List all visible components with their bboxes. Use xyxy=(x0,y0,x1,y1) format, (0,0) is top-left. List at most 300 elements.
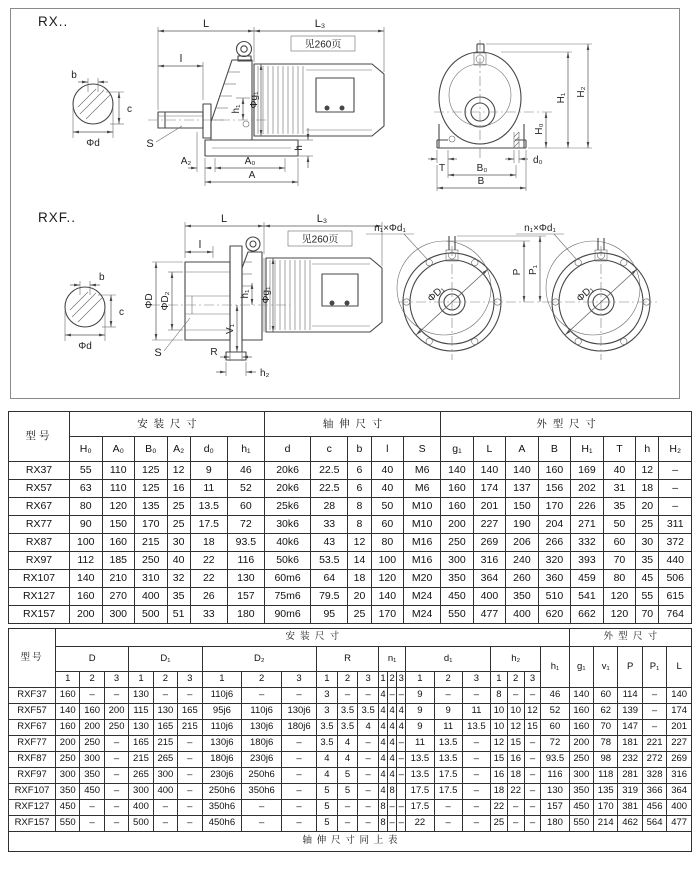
value-cell: 139 xyxy=(618,703,642,719)
value-cell: 112 xyxy=(70,552,103,570)
value-cell: – xyxy=(178,735,202,751)
value-cell: 140 xyxy=(70,570,103,588)
sub-number-header: 2 xyxy=(153,672,177,688)
table-row xyxy=(9,462,692,480)
rxf-dimensions-table xyxy=(8,628,692,852)
rx-dim-T-label: T xyxy=(438,163,446,174)
value-cell: 319 xyxy=(618,783,642,799)
value-cell: 13.5 xyxy=(190,498,227,516)
value-cell: 28 xyxy=(311,498,348,516)
sub-number-header: 3 xyxy=(397,672,406,688)
value-cell: – xyxy=(242,687,282,703)
value-cell: 150 xyxy=(102,516,135,534)
value-cell: 440 xyxy=(659,552,692,570)
value-cell: 18 xyxy=(636,480,659,498)
value-cell: 25k6 xyxy=(264,498,310,516)
rxf-dim-S-label: S xyxy=(154,347,162,359)
rxf-flange-view-1 xyxy=(366,223,548,360)
table-row xyxy=(9,498,692,516)
sub-number-header: 3 xyxy=(358,672,379,688)
sub-number-header: 3 xyxy=(104,672,128,688)
column-header: h₁ xyxy=(227,437,264,462)
sub-number-header: 2 xyxy=(434,672,462,688)
table-row xyxy=(9,815,692,831)
value-cell: 316 xyxy=(473,552,506,570)
value-cell: 25 xyxy=(491,815,508,831)
sub-number-header: 2 xyxy=(388,672,397,688)
value-cell: 40 xyxy=(167,552,190,570)
subgroup-header-R: R xyxy=(317,647,379,672)
value-cell: 215 xyxy=(129,751,153,767)
value-cell: 30k6 xyxy=(264,516,310,534)
value-cell: – xyxy=(358,735,379,751)
column-header-h1: h₁ xyxy=(541,647,569,688)
value-cell: 300 xyxy=(441,552,474,570)
value-cell: M6 xyxy=(404,480,441,498)
value-cell: 110j6 xyxy=(202,719,242,735)
model-cell: RX77 xyxy=(9,516,70,534)
value-cell: 364 xyxy=(667,783,692,799)
value-cell: 120 xyxy=(603,606,636,624)
value-cell: 25 xyxy=(167,498,190,516)
value-cell: – xyxy=(358,751,379,767)
table-row xyxy=(9,783,692,799)
value-cell: – xyxy=(358,783,379,799)
rx-dim-h-label: h xyxy=(294,145,305,151)
value-cell: 147 xyxy=(618,719,642,735)
value-cell: 9 xyxy=(406,687,434,703)
value-cell: 4 xyxy=(337,735,358,751)
value-cell: 135 xyxy=(135,498,168,516)
value-cell: 110 xyxy=(102,480,135,498)
value-cell: 11 xyxy=(462,703,490,719)
value-cell: 18 xyxy=(190,534,227,552)
value-cell: 6 xyxy=(348,462,371,480)
value-cell: 6 xyxy=(348,480,371,498)
value-cell: 130j6 xyxy=(282,703,317,719)
value-cell: 4 xyxy=(317,767,338,783)
value-cell: 5 xyxy=(317,815,338,831)
value-cell: – xyxy=(104,751,128,767)
group-header-outline: 外型尺寸 xyxy=(569,629,691,647)
value-cell: 40 xyxy=(371,480,404,498)
value-cell: 55 xyxy=(636,588,659,606)
value-cell: 170 xyxy=(538,498,571,516)
rxf-drawing xyxy=(38,210,657,379)
rx-dim-A0-label: A₀ xyxy=(244,156,256,167)
value-cell: 620 xyxy=(538,606,571,624)
value-cell xyxy=(397,783,406,799)
value-cell: – xyxy=(104,687,128,703)
column-header: l xyxy=(371,437,404,462)
value-cell: 200 xyxy=(569,735,593,751)
value-cell: 118 xyxy=(594,767,618,783)
value-cell: – xyxy=(242,815,282,831)
column-header: B xyxy=(538,437,571,462)
table-row xyxy=(9,735,692,751)
rx-dim-B-label: B xyxy=(477,176,485,187)
value-cell: 62 xyxy=(594,703,618,719)
value-cell: 266 xyxy=(538,534,571,552)
value-cell: 4 xyxy=(378,719,387,735)
model-cell: RX57 xyxy=(9,480,70,498)
value-cell: 8 xyxy=(491,687,508,703)
sub-number-header: 3 xyxy=(178,672,202,688)
value-cell: 201 xyxy=(667,719,692,735)
value-cell: – xyxy=(659,498,692,516)
value-cell: 25 xyxy=(348,606,371,624)
value-cell: – xyxy=(282,751,317,767)
value-cell: 477 xyxy=(667,815,692,831)
value-cell: 300 xyxy=(129,783,153,799)
value-cell: 9 xyxy=(406,719,434,735)
value-cell: – xyxy=(507,687,524,703)
value-cell: 300 xyxy=(569,767,593,783)
value-cell: 90 xyxy=(70,516,103,534)
value-cell: 93.5 xyxy=(541,751,569,767)
rxf-dim-L-label: L xyxy=(220,213,228,225)
value-cell: 320 xyxy=(538,552,571,570)
value-cell: 25 xyxy=(636,516,659,534)
sub-number-header: 2 xyxy=(337,672,358,688)
value-cell: 45 xyxy=(636,570,659,588)
rxf-side-view xyxy=(144,213,382,379)
value-cell: 160 xyxy=(80,703,104,719)
model-column-header: 型号 xyxy=(9,629,56,688)
value-cell: 31 xyxy=(603,480,636,498)
value-cell: – xyxy=(242,799,282,815)
value-cell: – xyxy=(104,799,128,815)
value-cell: 310 xyxy=(135,570,168,588)
rxf-title: RXF.. xyxy=(38,210,77,225)
value-cell: 11 xyxy=(190,480,227,498)
table-footer-row xyxy=(9,831,692,851)
value-cell: 4 xyxy=(388,767,397,783)
rx-dim-H0-label: H₀ xyxy=(534,123,545,135)
table-row xyxy=(9,534,692,552)
value-cell: 110 xyxy=(102,462,135,480)
value-cell: 20k6 xyxy=(264,480,310,498)
value-cell: 4 xyxy=(378,767,387,783)
rxf-dim-g1-label: Φg₁ xyxy=(261,286,272,304)
value-cell: 4 xyxy=(388,751,397,767)
value-cell: – xyxy=(153,815,177,831)
value-cell: 10 xyxy=(507,703,524,719)
value-cell: 72 xyxy=(227,516,264,534)
value-cell: 360 xyxy=(538,570,571,588)
value-cell: – xyxy=(524,783,541,799)
value-cell: 500 xyxy=(129,815,153,831)
value-cell: 226 xyxy=(571,498,604,516)
value-cell: – xyxy=(642,719,666,735)
value-cell: 160 xyxy=(569,703,593,719)
value-cell: – xyxy=(358,799,379,815)
value-cell: – xyxy=(178,799,202,815)
value-cell: 510 xyxy=(538,588,571,606)
rx-dim-g1-label: Φg₁ xyxy=(249,91,260,109)
value-cell: 22 xyxy=(507,783,524,799)
model-cell: RX127 xyxy=(9,588,70,606)
rx-dim-c-label: c xyxy=(127,104,132,115)
value-cell: – xyxy=(178,687,202,703)
value-cell: 204 xyxy=(538,516,571,534)
value-cell: 450h6 xyxy=(202,815,242,831)
value-cell: 165 xyxy=(153,719,177,735)
value-cell: 53.5 xyxy=(311,552,348,570)
value-cell: – xyxy=(104,815,128,831)
value-cell: 120 xyxy=(371,570,404,588)
value-cell: M10 xyxy=(404,516,441,534)
value-cell: – xyxy=(524,751,541,767)
value-cell: 115 xyxy=(129,703,153,719)
value-cell: 26 xyxy=(190,588,227,606)
value-cell: 70 xyxy=(603,552,636,570)
value-cell: 4 xyxy=(378,783,387,799)
value-cell: 80 xyxy=(70,498,103,516)
value-cell: – xyxy=(462,767,490,783)
value-cell: 130 xyxy=(153,703,177,719)
value-cell: 11 xyxy=(434,719,462,735)
rxf-dim-D-label: ΦD xyxy=(144,293,155,309)
column-header: c xyxy=(311,437,348,462)
value-cell: 15 xyxy=(491,751,508,767)
value-cell: 78 xyxy=(594,735,618,751)
subgroup-header-D1: D₁ xyxy=(129,647,202,672)
value-cell: – xyxy=(282,767,317,783)
value-cell: 230j6 xyxy=(202,767,242,783)
rx-dim-H2-label: H₂ xyxy=(576,86,587,98)
rxf-see-page-note: 见260页 xyxy=(301,234,339,246)
value-cell: 33 xyxy=(311,516,348,534)
value-cell: 100 xyxy=(70,534,103,552)
value-cell: 506 xyxy=(659,570,692,588)
value-cell: 63 xyxy=(70,480,103,498)
value-cell: 22 xyxy=(406,815,434,831)
value-cell: 12 xyxy=(348,534,371,552)
value-cell: 75m6 xyxy=(264,588,310,606)
value-cell: – xyxy=(397,735,406,751)
value-cell: 20k6 xyxy=(264,462,310,480)
value-cell: 18 xyxy=(348,570,371,588)
value-cell: 30 xyxy=(167,534,190,552)
value-cell: 55 xyxy=(70,462,103,480)
rx-dim-B0-label: B₀ xyxy=(476,163,488,174)
value-cell: 180j6 xyxy=(202,751,242,767)
value-cell: – xyxy=(462,687,490,703)
value-cell: 350h6 xyxy=(202,799,242,815)
shaft-note: 轴伸尺寸同上表 xyxy=(9,831,692,851)
rx-table-body xyxy=(9,462,692,624)
rxf-bolt-circle-label: n₁×Φd₁ xyxy=(374,223,406,234)
value-cell: – xyxy=(397,799,406,815)
model-cell: RXF107 xyxy=(9,783,56,799)
rx-dim-A-label: A xyxy=(248,170,256,181)
value-cell: 265 xyxy=(129,767,153,783)
value-cell: 170 xyxy=(135,516,168,534)
value-cell: 215 xyxy=(153,735,177,751)
value-cell: 165 xyxy=(178,703,202,719)
value-cell: – xyxy=(524,767,541,783)
value-cell: 4 xyxy=(397,719,406,735)
value-cell: 5 xyxy=(337,767,358,783)
value-cell: 200 xyxy=(70,606,103,624)
model-cell: RXF87 xyxy=(9,751,56,767)
value-cell: 22 xyxy=(190,552,227,570)
rx-dim-d0-label: d₀ xyxy=(533,155,543,166)
value-cell: 40 xyxy=(603,462,636,480)
value-cell: 269 xyxy=(473,534,506,552)
value-cell: M20 xyxy=(404,570,441,588)
column-header-P1: P₁ xyxy=(642,647,666,688)
value-cell: 95 xyxy=(311,606,348,624)
value-cell: 160 xyxy=(70,588,103,606)
subgroup-header-n1: n₁ xyxy=(378,647,405,672)
value-cell: 160 xyxy=(441,498,474,516)
value-cell: 35 xyxy=(167,588,190,606)
rxf-dim-D1-label: ΦD₁ xyxy=(425,283,447,305)
table-row xyxy=(9,703,692,719)
model-cell: RX107 xyxy=(9,570,70,588)
rxf-dim-D2-label: ΦD₂ xyxy=(160,291,171,311)
value-cell: – xyxy=(659,480,692,498)
sub-number-header: 1 xyxy=(406,672,434,688)
value-cell: 12 xyxy=(507,719,524,735)
value-cell: 60 xyxy=(603,534,636,552)
value-cell: 180j6 xyxy=(242,735,282,751)
value-cell: – xyxy=(642,703,666,719)
value-cell: – xyxy=(524,799,541,815)
value-cell: 169 xyxy=(571,462,604,480)
value-cell: 100 xyxy=(371,552,404,570)
table-row xyxy=(9,606,692,624)
table-row xyxy=(9,552,692,570)
value-cell: 11 xyxy=(406,735,434,751)
rx-dim-L-label: L xyxy=(202,18,210,30)
table-row xyxy=(9,751,692,767)
value-cell: 500 xyxy=(135,606,168,624)
value-cell: 227 xyxy=(473,516,506,534)
value-cell: 51 xyxy=(167,606,190,624)
rx-dim-l-label: l xyxy=(179,53,183,65)
value-cell: 79.5 xyxy=(311,588,348,606)
rx-drawing xyxy=(38,14,592,191)
value-cell: 125 xyxy=(135,480,168,498)
value-cell: 541 xyxy=(571,588,604,606)
value-cell: 130 xyxy=(129,687,153,703)
column-header: A₂ xyxy=(167,437,190,462)
value-cell: 114 xyxy=(618,687,642,703)
value-cell: 10 xyxy=(491,703,508,719)
value-cell: 3.5 xyxy=(337,703,358,719)
value-cell: 125 xyxy=(135,462,168,480)
value-cell: 170 xyxy=(594,799,618,815)
value-cell: 140 xyxy=(667,687,692,703)
column-header: L xyxy=(473,437,506,462)
value-cell: 311 xyxy=(659,516,692,534)
value-cell: 25 xyxy=(167,516,190,534)
value-cell: 70 xyxy=(594,719,618,735)
value-cell: – xyxy=(434,799,462,815)
value-cell: 12 xyxy=(167,462,190,480)
value-cell: 13.5 xyxy=(406,767,434,783)
value-cell: 22 xyxy=(491,799,508,815)
value-cell: 13.5 xyxy=(462,719,490,735)
value-cell: – xyxy=(397,815,406,831)
value-cell: 15 xyxy=(507,735,524,751)
value-cell: – xyxy=(397,687,406,703)
value-cell: 120 xyxy=(603,588,636,606)
value-cell: 116 xyxy=(541,767,569,783)
value-cell: 462 xyxy=(618,815,642,831)
value-cell: 140 xyxy=(56,703,80,719)
value-cell: 180 xyxy=(541,815,569,831)
value-cell: 381 xyxy=(618,799,642,815)
rxf-dim-h1-label: h₁ xyxy=(240,289,251,299)
value-cell: – xyxy=(397,751,406,767)
value-cell: 265 xyxy=(153,751,177,767)
value-cell: 8 xyxy=(388,783,397,799)
value-cell: 20 xyxy=(636,498,659,516)
sub-number-header: 1 xyxy=(378,672,387,688)
value-cell: – xyxy=(434,687,462,703)
value-cell: 4 xyxy=(378,735,387,751)
value-cell: 50k6 xyxy=(264,552,310,570)
rx-dim-S-label: S xyxy=(146,138,154,150)
value-cell: 250h6 xyxy=(202,783,242,799)
value-cell: 4 xyxy=(317,751,338,767)
value-cell: 116 xyxy=(227,552,264,570)
technical-drawings xyxy=(0,0,700,406)
table-row xyxy=(9,799,692,815)
value-cell: 270 xyxy=(102,588,135,606)
value-cell: 15 xyxy=(524,719,541,735)
rx-front-view xyxy=(428,40,592,191)
value-cell: 215 xyxy=(135,534,168,552)
sub-number-header: 3 xyxy=(282,672,317,688)
value-cell: 14 xyxy=(348,552,371,570)
value-cell: – xyxy=(104,767,128,783)
value-cell: 16 xyxy=(167,480,190,498)
value-cell: – xyxy=(462,751,490,767)
value-cell: – xyxy=(153,799,177,815)
value-cell: – xyxy=(104,783,128,799)
column-header: T xyxy=(603,437,636,462)
value-cell: 35 xyxy=(603,498,636,516)
value-cell: – xyxy=(178,751,202,767)
value-cell: 272 xyxy=(642,751,666,767)
value-cell: 550 xyxy=(441,606,474,624)
group-header-shaft-extension: 轴伸尺寸 xyxy=(264,412,440,437)
value-cell: 400 xyxy=(153,783,177,799)
value-cell: – xyxy=(178,783,202,799)
value-cell: 8 xyxy=(378,799,387,815)
value-cell: – xyxy=(507,815,524,831)
value-cell: – xyxy=(282,735,317,751)
value-cell: 60 xyxy=(594,687,618,703)
value-cell: 300 xyxy=(102,606,135,624)
value-cell: 4 xyxy=(388,703,397,719)
value-cell: 60 xyxy=(541,719,569,735)
value-cell: 9 xyxy=(406,703,434,719)
value-cell: – xyxy=(153,687,177,703)
value-cell: – xyxy=(358,815,379,831)
value-cell: 250 xyxy=(135,552,168,570)
model-cell: RXF57 xyxy=(9,703,56,719)
column-header: A xyxy=(506,437,539,462)
value-cell: 450 xyxy=(441,588,474,606)
value-cell: 350 xyxy=(506,588,539,606)
value-cell: 110j6 xyxy=(242,703,282,719)
